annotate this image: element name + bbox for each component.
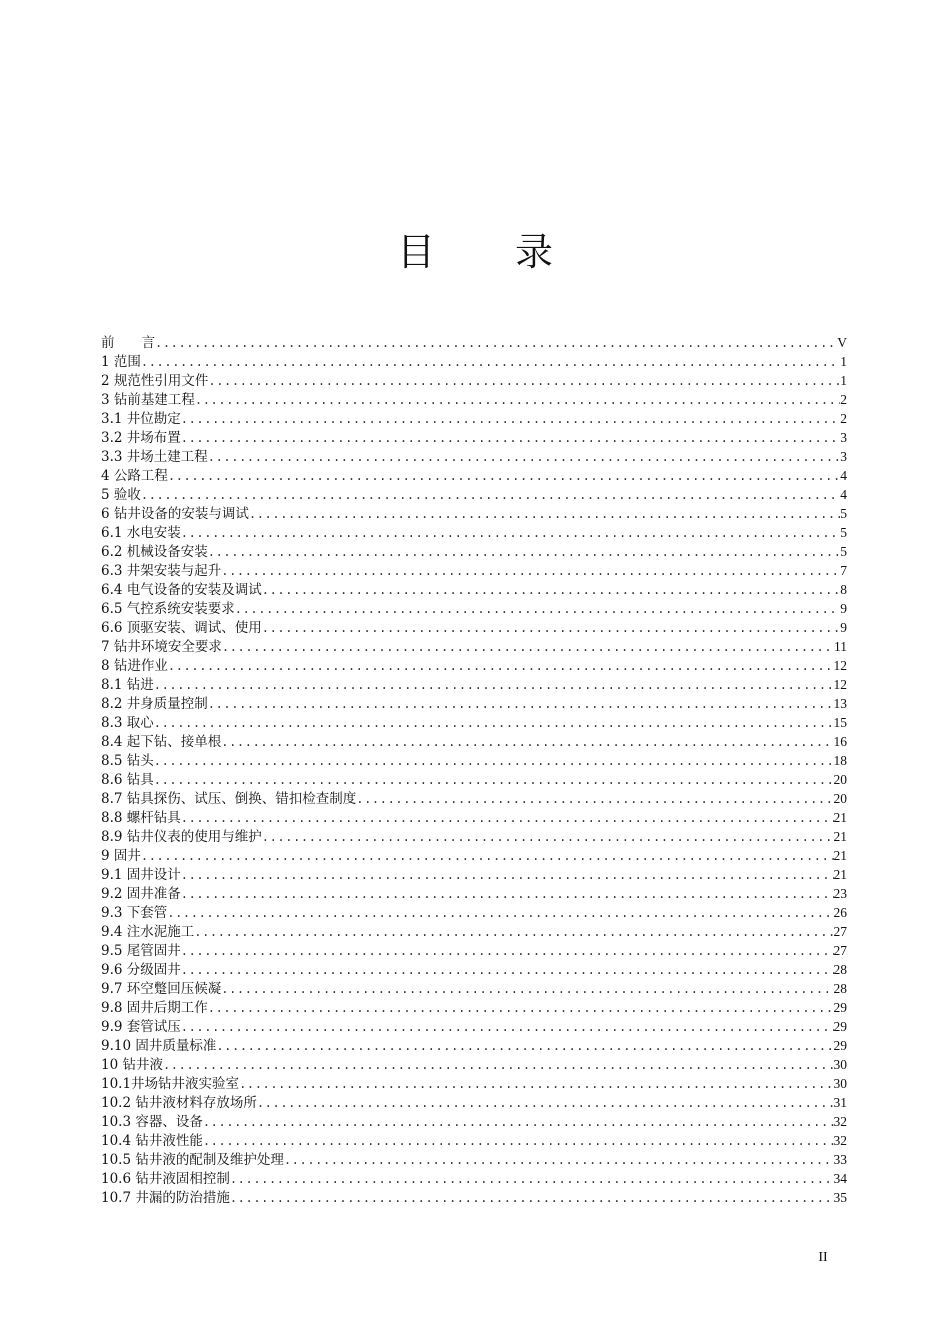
toc-entry-label: 8.1 钻进: [101, 677, 154, 693]
toc-entry-label: 6.2 机械设备安装: [101, 544, 208, 560]
toc-leader-dots: [356, 790, 833, 808]
toc-entry-page: 7: [840, 563, 847, 578]
toc-leader-dots: [155, 334, 837, 352]
toc-entry-page: 15: [833, 715, 847, 730]
toc-entry[interactable]: [101, 371, 847, 390]
toc-entry-page: 32: [833, 1133, 847, 1148]
toc-entry-page: 9: [840, 620, 847, 635]
toc-leader-dots: [239, 1075, 833, 1093]
toc-entry-page: 16: [833, 734, 847, 749]
toc-entry-label: 6.1 水电安装: [101, 525, 181, 541]
toc-entry-label: 10 钻井液: [101, 1057, 163, 1073]
toc-entry-label: 9.8 固井后期工作: [101, 1000, 208, 1016]
toc-leader-dots: [154, 752, 834, 770]
toc-leader-dots: [221, 562, 840, 580]
toc-leader-dots: [181, 1018, 834, 1036]
page-title: 目 录: [396, 230, 588, 274]
toc-entry[interactable]: [101, 1036, 847, 1055]
toc-entry-page: 33: [833, 1152, 847, 1167]
toc-leader-dots: [195, 391, 840, 409]
toc-entry-page: 3: [840, 430, 847, 445]
toc-entry-page: 1: [840, 373, 847, 388]
toc-entry-page: 1: [840, 354, 847, 369]
toc-entry-label: 9.7 环空蹩回压候凝: [101, 981, 222, 997]
toc-entry-page: 35: [833, 1190, 847, 1205]
toc-entry-label: 6.3 井架安装与起升: [101, 563, 222, 579]
toc-entry-page: V: [837, 335, 847, 350]
toc-entry[interactable]: [101, 827, 847, 846]
toc-entry[interactable]: [101, 694, 847, 713]
toc-leader-dots: [181, 885, 834, 903]
toc-entry-page: 3: [840, 449, 847, 464]
toc-entry[interactable]: [101, 998, 847, 1017]
toc-entry[interactable]: [101, 504, 847, 523]
toc-leader-dots: [208, 543, 840, 561]
toc-leader-dots: [221, 980, 833, 998]
toc-entry-page: 27: [833, 924, 847, 939]
toc-entry-label: 9.2 固井准备: [101, 886, 181, 902]
toc-entry-page: 4: [840, 468, 847, 483]
toc-entry-label: 2 规范性引用文件: [101, 373, 209, 389]
toc-entry[interactable]: [101, 447, 847, 466]
toc-entry[interactable]: [101, 865, 847, 884]
toc-entry[interactable]: [101, 561, 847, 580]
toc-entry[interactable]: [101, 808, 847, 827]
toc-leader-dots: [181, 942, 834, 960]
toc-leader-dots: [249, 505, 840, 523]
toc-entry-page: 20: [833, 772, 847, 787]
toc-entry-page: 29: [833, 1000, 847, 1015]
toc-entry-page: 11: [834, 639, 847, 654]
toc-leader-dots: [216, 1037, 833, 1055]
toc-leader-dots: [203, 1132, 834, 1150]
toc-entry-label: 9.6 分级固井: [101, 962, 181, 978]
toc-entry-label: 9.1 固井设计: [101, 867, 181, 883]
toc-entry[interactable]: [101, 466, 847, 485]
toc-entry-label: 9.4 注水泥施工: [101, 924, 195, 940]
toc-leader-dots: [181, 866, 834, 884]
toc-entry-page: 12: [833, 658, 847, 673]
toc-leader-dots: [203, 1113, 834, 1131]
toc-entry[interactable]: [101, 1150, 847, 1169]
toc-entry-label: 9.10 固井质量标准: [101, 1038, 217, 1054]
toc-leader-dots: [141, 486, 840, 504]
toc-entry[interactable]: [101, 1169, 847, 1188]
toc-entry-label: 4 公路工程: [101, 468, 168, 484]
toc-entry[interactable]: [101, 675, 847, 694]
toc-leader-dots: [235, 600, 840, 618]
toc-leader-dots: [154, 771, 834, 789]
toc-entry[interactable]: [101, 1188, 847, 1207]
toc-entry-label: 10.3 容器、设备: [101, 1114, 203, 1130]
toc-entry[interactable]: [101, 618, 847, 637]
toc-entry-page: 8: [840, 582, 847, 597]
toc-entry[interactable]: [101, 884, 847, 903]
toc-entry-page: 31: [833, 1095, 847, 1110]
toc-leader-dots: [262, 619, 840, 637]
toc-leader-dots: [168, 657, 834, 675]
toc-leader-dots: [222, 638, 834, 656]
toc-entry-page: 20: [833, 791, 847, 806]
toc-entry-label: 8.8 螺杆钻具: [101, 810, 181, 826]
toc-leader-dots: [208, 695, 834, 713]
toc-entry-label: 6 钻井设备的安装与调试: [101, 506, 249, 522]
toc-leader-dots: [168, 467, 840, 485]
toc-entry[interactable]: [101, 1074, 847, 1093]
toc-entry[interactable]: [101, 941, 847, 960]
toc-entry[interactable]: [101, 333, 847, 352]
toc-entry-page: 26: [833, 905, 847, 920]
toc-entry[interactable]: [101, 485, 847, 504]
toc-entry-label: 8.2 井身质量控制: [101, 696, 208, 712]
toc-entry[interactable]: [101, 789, 847, 808]
toc-entry-label: 9.5 尾管固井: [101, 943, 181, 959]
toc-entry-label: 9.3 下套管: [101, 905, 168, 921]
toc-entry-page: 30: [833, 1057, 847, 1072]
toc-entry-label: 9.9 套管试压: [101, 1019, 181, 1035]
toc-leader-dots: [208, 372, 840, 390]
toc-entry-page: 4: [840, 487, 847, 502]
toc-entry-page: 13: [833, 696, 847, 711]
toc-entry-page: 32: [833, 1114, 847, 1129]
toc-entry[interactable]: [101, 428, 847, 447]
toc-leader-dots: [181, 410, 840, 428]
toc-entry-page: 18: [833, 753, 847, 768]
toc-entry-page: 12: [833, 677, 847, 692]
toc-entry-label: 8.9 钻井仪表的使用与维护: [101, 829, 262, 845]
toc-entry-page: 2: [840, 411, 847, 426]
toc-entry[interactable]: [101, 960, 847, 979]
toc-leader-dots: [154, 676, 834, 694]
toc-entry-label: 10.1井场钻井液实验室: [101, 1076, 240, 1092]
toc-entry[interactable]: [101, 1017, 847, 1036]
toc-entry-page: 21: [833, 867, 847, 882]
toc-entry-label: 3.3 井场土建工程: [101, 449, 208, 465]
toc-entry-label: 1 范围: [101, 354, 141, 370]
toc-entry-label: 前 言: [101, 335, 155, 351]
toc-leader-dots: [284, 1151, 834, 1169]
toc-entry[interactable]: [101, 352, 847, 371]
toc-entry-page: 5: [840, 506, 847, 521]
toc-entry-label: 10.4 钻井液性能: [101, 1133, 203, 1149]
toc-leader-dots: [221, 733, 833, 751]
toc-entry[interactable]: [101, 542, 847, 561]
toc-entry[interactable]: [101, 770, 847, 789]
toc-entry[interactable]: [101, 1131, 847, 1150]
toc-entry[interactable]: [101, 732, 847, 751]
toc-entry-page: 30: [833, 1076, 847, 1091]
toc-entry-label: 6.4 电气设备的安装及调试: [101, 582, 262, 598]
toc-entry-label: 5 验收: [101, 487, 141, 503]
toc-entry-label: 10.7 井漏的防治措施: [101, 1190, 230, 1206]
toc-entry[interactable]: [101, 751, 847, 770]
toc-entry-label: 7 钻井环境安全要求: [101, 639, 222, 655]
toc-entry-page: 5: [840, 525, 847, 540]
toc-leader-dots: [181, 429, 840, 447]
toc-entry[interactable]: [101, 523, 847, 542]
toc-leader-dots: [230, 1170, 834, 1188]
table-of-contents: [101, 333, 847, 1207]
toc-leader-dots: [208, 999, 834, 1017]
toc-entry[interactable]: [101, 922, 847, 941]
toc-entry-label: 10.5 钻井液的配制及维护处理: [101, 1152, 284, 1168]
toc-entry-page: 28: [833, 962, 847, 977]
toc-leader-dots: [181, 524, 840, 542]
toc-leader-dots: [181, 961, 834, 979]
toc-entry-label: 6.5 气控系统安装要求: [101, 601, 235, 617]
toc-entry[interactable]: [101, 409, 847, 428]
toc-entry-label: 8.3 取心: [101, 715, 154, 731]
toc-entry-page: 23: [833, 886, 847, 901]
toc-entry-label: 8.6 钻具: [101, 772, 154, 788]
toc-leader-dots: [230, 1189, 834, 1207]
toc-leader-dots: [167, 904, 833, 922]
toc-entry-label: 6.6 顶驱安装、调试、使用: [101, 620, 262, 636]
toc-leader-dots: [208, 448, 840, 466]
toc-entry-page: 34: [833, 1171, 847, 1186]
toc-entry-label: 3.2 井场布置: [101, 430, 181, 446]
toc-entry-page: 9: [840, 601, 847, 616]
toc-leader-dots: [257, 1094, 834, 1112]
toc-leader-dots: [194, 923, 833, 941]
toc-entry[interactable]: [101, 1112, 847, 1131]
toc-leader-dots: [154, 714, 834, 732]
toc-entry[interactable]: [101, 903, 847, 922]
toc-leader-dots: [262, 581, 840, 599]
toc-leader-dots: [141, 847, 834, 865]
toc-entry[interactable]: [101, 979, 847, 998]
toc-entry[interactable]: [101, 1055, 847, 1074]
toc-entry-page: 21: [833, 848, 847, 863]
toc-entry-page: 21: [833, 829, 847, 844]
toc-entry[interactable]: [101, 713, 847, 732]
toc-entry-label: 8 钻进作业: [101, 658, 168, 674]
toc-entry-label: 10.6 钻井液固相控制: [101, 1171, 230, 1187]
toc-entry[interactable]: [101, 656, 847, 675]
toc-entry[interactable]: [101, 846, 847, 865]
toc-entry-page: 29: [833, 1038, 847, 1053]
toc-entry-page: 29: [833, 1019, 847, 1034]
toc-entry-label: 8.7 钻具探伤、试压、倒换、错扣检查制度: [101, 791, 357, 807]
toc-entry-page: 2: [840, 392, 847, 407]
toc-entry-page: 5: [840, 544, 847, 559]
toc-entry-label: 8.5 钻头: [101, 753, 154, 769]
toc-entry-label: 10.2 钻井液材料存放场所: [101, 1095, 257, 1111]
page-number: II: [818, 1250, 828, 1265]
toc-entry-label: 9 固井: [101, 848, 141, 864]
toc-entry-page: 21: [833, 810, 847, 825]
toc-entry[interactable]: [101, 637, 847, 656]
toc-entry-label: 3.1 井位勘定: [101, 411, 181, 427]
toc-entry[interactable]: [101, 390, 847, 409]
toc-leader-dots: [262, 828, 834, 846]
toc-leader-dots: [163, 1056, 834, 1074]
toc-entry-page: 27: [833, 943, 847, 958]
toc-entry-label: 8.4 起下钻、接单根: [101, 734, 222, 750]
toc-leader-dots: [181, 809, 834, 827]
toc-entry-page: 28: [833, 981, 847, 996]
toc-leader-dots: [141, 353, 840, 371]
toc-entry[interactable]: [101, 580, 847, 599]
toc-entry[interactable]: [101, 599, 847, 618]
toc-entry-label: 3 钻前基建工程: [101, 392, 195, 408]
toc-entry[interactable]: [101, 1093, 847, 1112]
